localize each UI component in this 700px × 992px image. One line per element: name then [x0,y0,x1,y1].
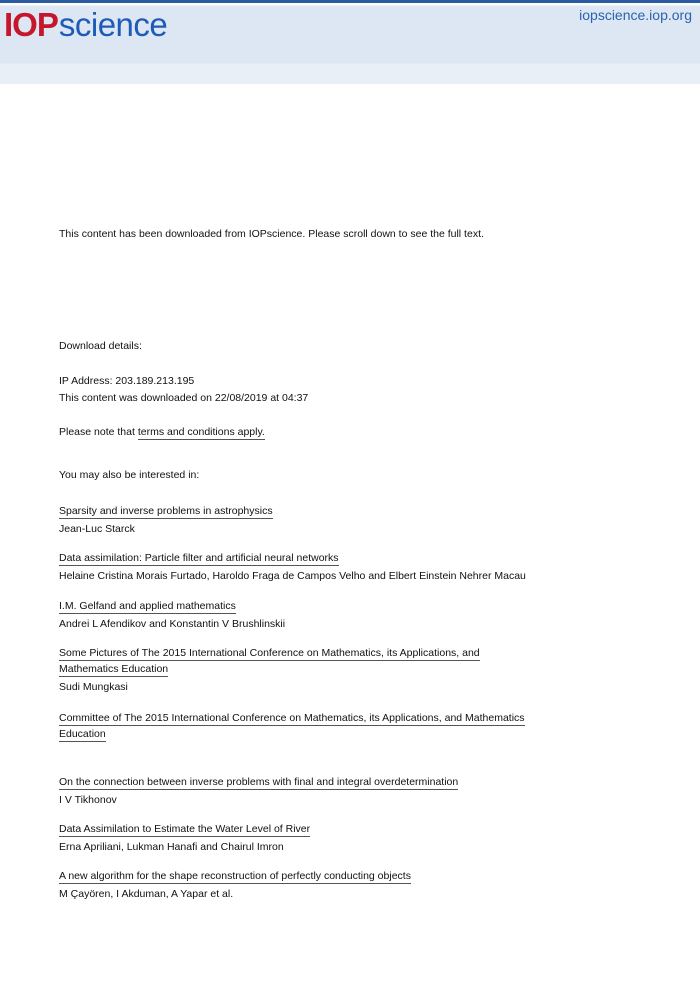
related-article [59,645,659,695]
related-article [59,774,659,808]
article-authors: Erna Apriliani, Lukman Hanafi and Chairul Imron [59,841,284,853]
article-authors: M Çayören, I Akduman, A Yapar et al. [59,888,234,900]
terms-link[interactable]: terms and conditions apply. [137,426,265,438]
article-title-link[interactable]: Mathematics Education [59,663,169,675]
related-heading: You may also be interested in: [59,469,200,481]
related-article [59,821,659,855]
article-title-line [59,710,659,726]
article-title-line [59,661,659,677]
download-details-heading: Download details: [59,340,142,352]
article-title-link[interactable]: Committee of The 2015 International Conference on Mathematics, its Applications, and Mathematics [59,712,525,724]
terms-notice [59,424,265,440]
download-notice: This content has been downloaded from IOPscience. Please scroll down to see the full text. [59,228,484,240]
article-title-link[interactable]: A new algorithm for the shape reconstruction of perfectly conducting objects [59,870,411,882]
logo-science-text: science [58,6,168,43]
article-title-line [59,726,659,742]
related-article [59,550,659,584]
site-url-link[interactable]: iopscience.iop.org [579,7,692,23]
article-title-line [59,645,659,661]
related-article [59,503,659,537]
article-authors: Sudi Mungkasi [59,681,128,693]
ip-address: IP Address: 203.189.213.195 [59,375,195,387]
related-article [59,868,659,902]
article-authors: Jean-Luc Starck [59,523,135,535]
article-authors: I V Tikhonov [59,794,117,806]
article-title-link[interactable]: On the connection between inverse problems with final and integral overdetermination [59,776,459,788]
article-title-link[interactable]: Data assimilation: Particle filter and artificial neural networks [59,552,339,564]
article-title-link[interactable]: Some Pictures of The 2015 International Conference on Mathematics, its Applications, and [59,647,480,659]
article-title-line [59,598,659,614]
article-title-link[interactable]: Data Assimilation to Estimate the Water Level of River [59,823,311,835]
download-date: This content was downloaded on 22/08/2019 at 04:37 [59,392,309,404]
article-authors: Andrei L Afendikov and Konstantin V Brushlinskii [59,618,286,630]
related-article [59,710,659,742]
article-title-line [59,821,659,837]
article-title-line [59,550,659,566]
article-title-line [59,774,659,790]
site-header [0,0,700,84]
article-title-link[interactable]: Education [59,728,106,740]
article-title-line [59,868,659,884]
logo-iop-text: IOP [4,6,58,43]
terms-prefix: Please note that [59,426,138,438]
related-article [59,598,659,632]
iopscience-logo[interactable] [4,5,167,45]
article-title-link[interactable]: Sparsity and inverse problems in astrophysics [59,505,273,517]
article-title-line [59,503,659,519]
article-title-link[interactable]: I.M. Gelfand and applied mathematics [59,600,236,612]
article-authors: Helaine Cristina Morais Furtado, Haroldo Fraga de Campos Velho and Elbert Einstein Nehrer Macau [59,570,526,582]
